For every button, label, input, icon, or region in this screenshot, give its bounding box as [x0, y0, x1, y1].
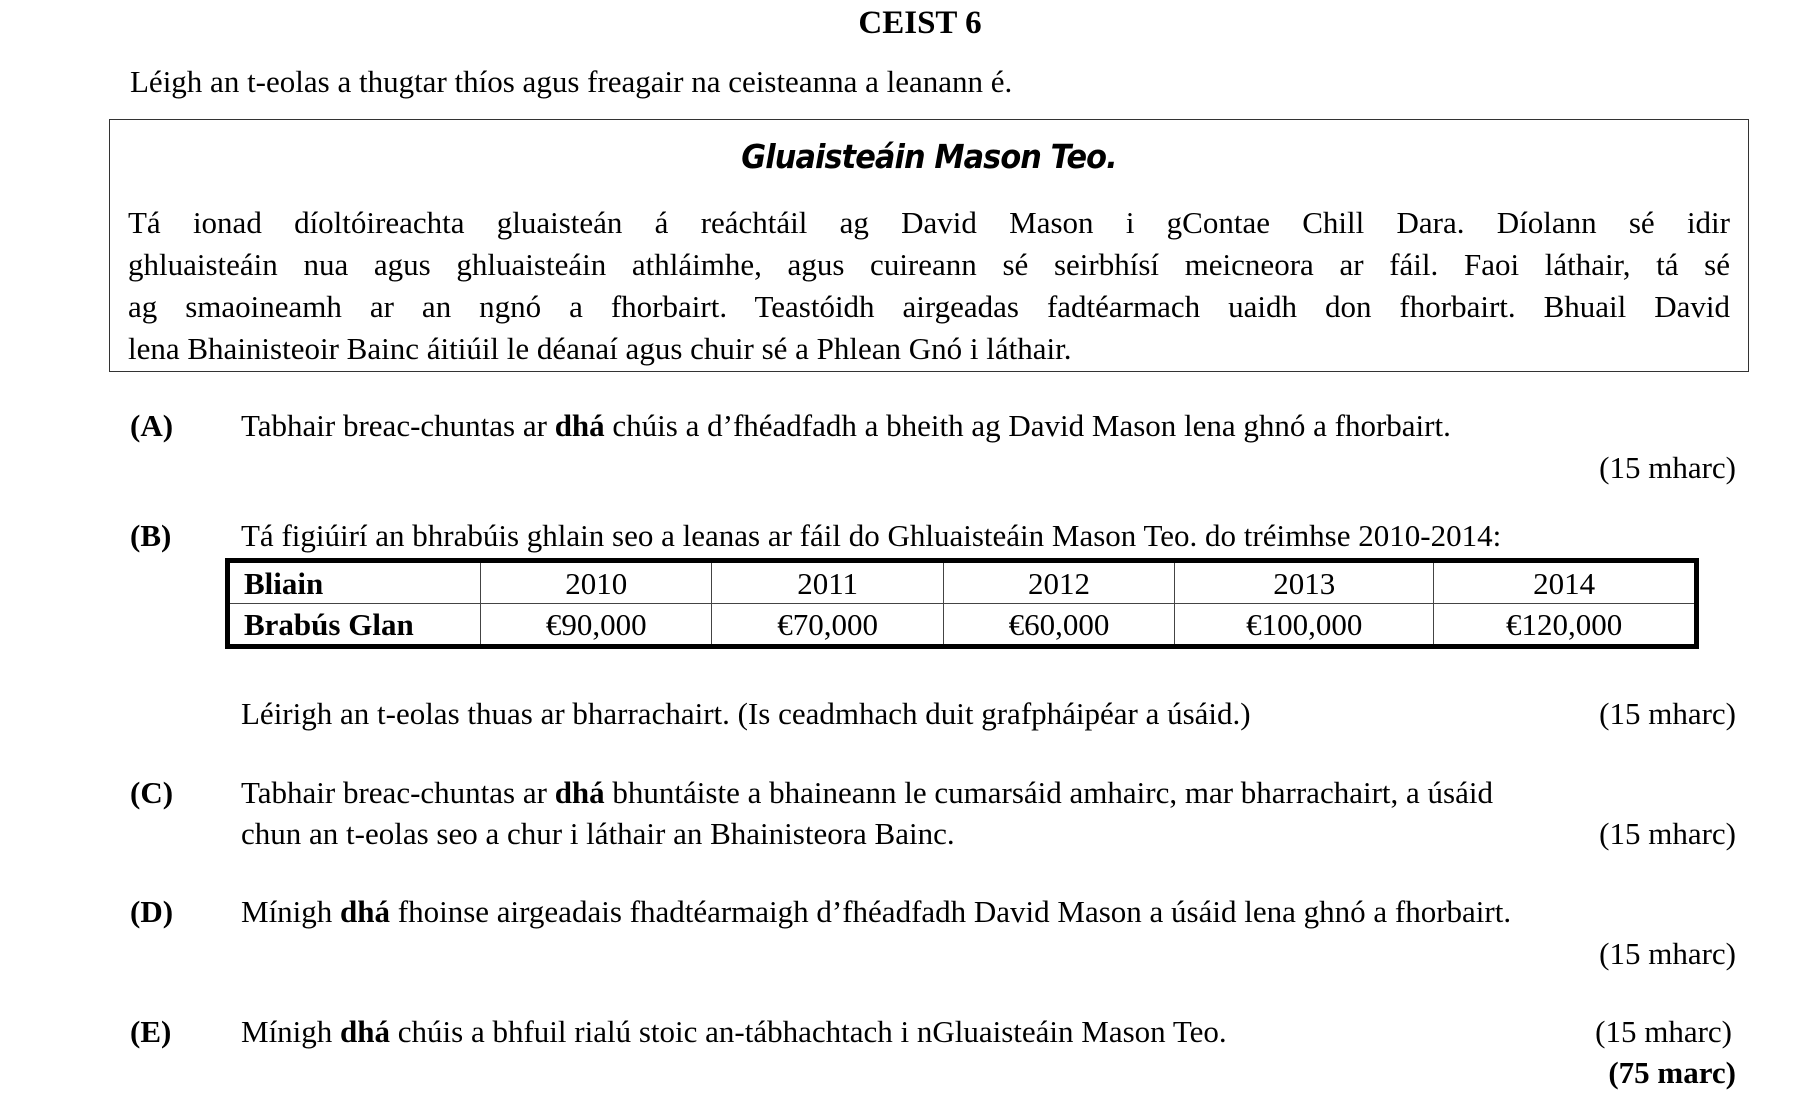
question-a-text [241, 410, 1451, 441]
question-e-label: (E) [130, 1014, 172, 1049]
emphasis: dhá [340, 894, 391, 929]
case-study-text [128, 202, 1730, 370]
question-c-marks: (15 mharc) [1599, 816, 1736, 851]
question-e-marks: (15 mharc) [1595, 1014, 1732, 1049]
table-cell-profit: €100,000 [1175, 604, 1434, 647]
question-text-part: Mínigh [241, 894, 341, 929]
case-study-line: lena Bhainisteoir Bainc áitiúil le déanaí agus chuir sé a Phlean Gnó i láthair. [128, 331, 1072, 366]
table-row-profits [228, 604, 1697, 647]
case-study-line: ag smaoineamh ar an ngnó a fhorbairt. Teastóidh airgeadas fadtéarmach uaidh don fhorbairt. Bhuail David [128, 289, 1730, 324]
question-text-part: Tabhair breac-chuntas ar [241, 775, 555, 810]
table-cell-profit: €120,000 [1434, 604, 1697, 647]
question-d-label: (D) [130, 894, 174, 929]
emphasis: dhá [554, 775, 605, 810]
table-cell-profit: €60,000 [943, 604, 1174, 647]
total-marks: (75 marc) [1608, 1055, 1736, 1090]
table-row-years [228, 561, 1697, 604]
table-cell-year: 2014 [1434, 561, 1697, 604]
question-text-part: Mínigh [241, 1014, 341, 1049]
question-c-text-line2: chun an t-eolas seo a chur i láthair an Bhainisteora Bainc. [241, 816, 955, 851]
table-cell-year: 2012 [943, 561, 1174, 604]
question-text-part: chúis a d’fhéadfadh a bheith ag David Mason lena ghnó a fhorbairt. [604, 408, 1451, 443]
case-study-line: Tá ionad díoltóireachta gluaisteán á reáchtáil ag David Mason i gContae Chill Dara. Díolann sé idir [128, 205, 1730, 240]
net-profit-table [225, 558, 1699, 649]
emphasis: dhá [340, 1014, 391, 1049]
question-text-part: Tabhair breac-chuntas ar [241, 408, 555, 443]
question-a-label: (A) [130, 408, 174, 443]
emphasis: dhá [554, 408, 605, 443]
question-b-marks: (15 mharc) [1599, 696, 1736, 731]
table-cell-profit: €70,000 [712, 604, 943, 647]
question-text-part: fhoinse airgeadais fhadtéarmaigh d’fhéadfadh David Mason a úsáid lena ghnó a fhorbairt. [390, 894, 1512, 929]
question-b-label: (B) [130, 518, 172, 553]
table-cell-year: 2013 [1175, 561, 1434, 604]
intro-instruction: Léigh an t-eolas a thugtar thíos agus freagair na ceisteanna a leanann é. [130, 64, 1013, 99]
question-text-part: chúis a bhfuil rialú stoic an-tábhachtach i nGluaisteáin Mason Teo. [390, 1014, 1227, 1049]
table-cell-year: 2010 [481, 561, 712, 604]
question-b-instruction: Léirigh an t-eolas thuas ar bharrachairt. (Is ceadmhach duit grafpháipéar a úsáid.) [241, 696, 1251, 731]
case-study-box [109, 119, 1749, 372]
question-d-text [241, 896, 1511, 927]
table-row-header: Brabús Glan [228, 604, 481, 647]
question-d-marks: (15 mharc) [1599, 936, 1736, 971]
question-b-text: Tá figiúirí an bhrabúis ghlain seo a leanas ar fáil do Ghluaisteáin Mason Teo. do tréimhse 2010-2014: [241, 518, 1502, 553]
question-title: CEIST 6 [858, 5, 982, 41]
table-cell-year: 2011 [712, 561, 943, 604]
table-cell-profit: €90,000 [481, 604, 712, 647]
table-row-header: Bliain [228, 561, 481, 604]
question-c-text [241, 777, 1493, 808]
question-text-part: bhuntáiste a bhaineann le cumarsáid amhairc, mar bharrachairt, a úsáid [604, 775, 1493, 810]
case-study-title: Gluaisteáin Mason Teo. [741, 137, 1117, 176]
question-a-marks: (15 mharc) [1599, 450, 1736, 485]
question-e-text [241, 1016, 1227, 1047]
question-c-label: (C) [130, 775, 174, 810]
case-study-line: ghluaisteáin nua agus ghluaisteáin athláimhe, agus cuireann sé seirbhísí meicneora ar fáil. Faoi láthair, tá sé [128, 247, 1730, 282]
